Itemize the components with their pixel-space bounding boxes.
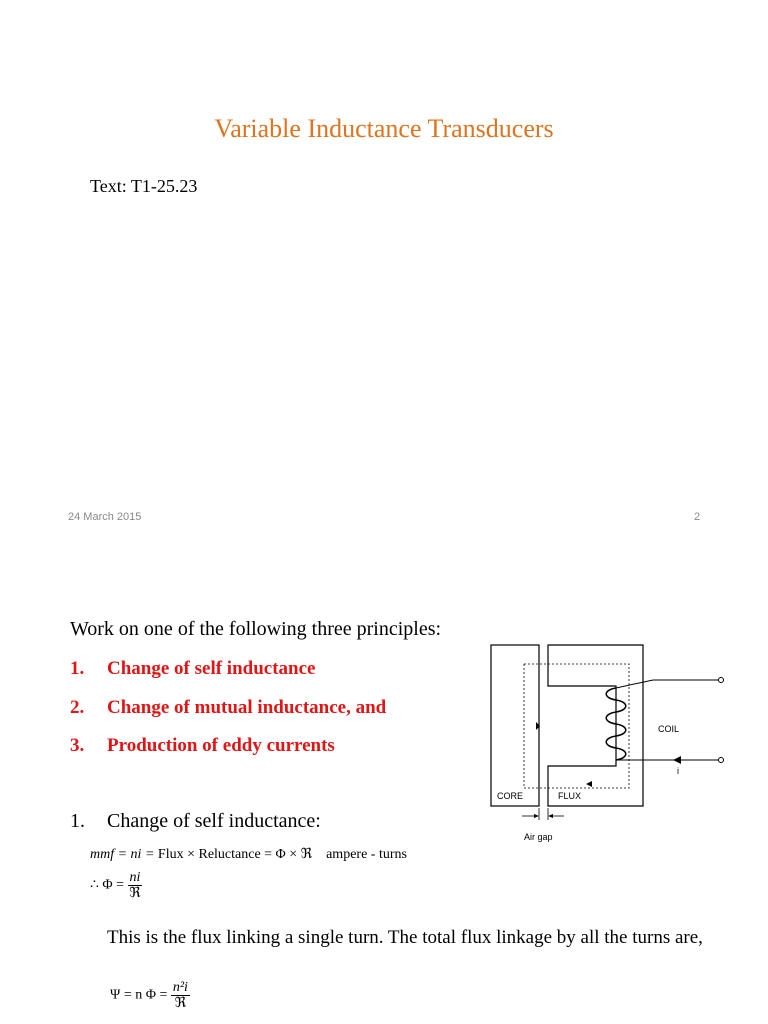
principle-item: 1. Change of self inductance — [70, 658, 316, 679]
core-label: CORE — [497, 791, 524, 801]
footer-date: 24 March 2015 — [68, 511, 142, 523]
page-number: 2 — [694, 511, 701, 523]
equation-mmf: mmf = ni = Flux × Reluctance = Φ × ℜ ampere - turns — [90, 847, 407, 862]
gap-arrow-icon — [534, 814, 539, 818]
text-reference: Text: T1-25.23 — [90, 176, 198, 196]
flux-label: FLUX — [558, 791, 582, 801]
gap-arrow-icon — [548, 814, 553, 818]
principles-list — [70, 656, 386, 772]
air-gap-label: Air gap — [524, 832, 553, 842]
flux-arrow-icon — [586, 781, 592, 787]
slide-title: Variable Inductance Transducers — [214, 114, 554, 143]
equation-flux: ∴ Φ = $\frac{ni}{\text{ℜ}}$ — [90, 870, 141, 901]
slide-2 — [0, 560, 768, 1024]
c-core — [548, 645, 643, 806]
equation-linkage: Ψ = n Φ = $\frac{\text{n²i}}{\text{ℜ}}$ — [110, 980, 188, 1011]
section-heading: 1. Change of self inductance: — [70, 810, 321, 832]
terminal-icon — [719, 678, 724, 683]
coil-label: COIL — [658, 724, 680, 734]
current-arrow-icon — [673, 756, 681, 764]
inductance-diagram — [488, 636, 728, 846]
principle-item: 2. Change of mutual inductance, and — [70, 696, 387, 718]
core-bar — [491, 645, 539, 806]
intro-text: Work on one of the following three principles: — [70, 618, 442, 640]
terminal-icon — [719, 758, 724, 763]
principle-item: 3. Production of eddy currents — [70, 735, 335, 756]
current-label: i — [677, 766, 679, 776]
flux-paragraph: This is the flux linking a single turn. The total flux linkage by all the turns are, — [107, 927, 703, 948]
